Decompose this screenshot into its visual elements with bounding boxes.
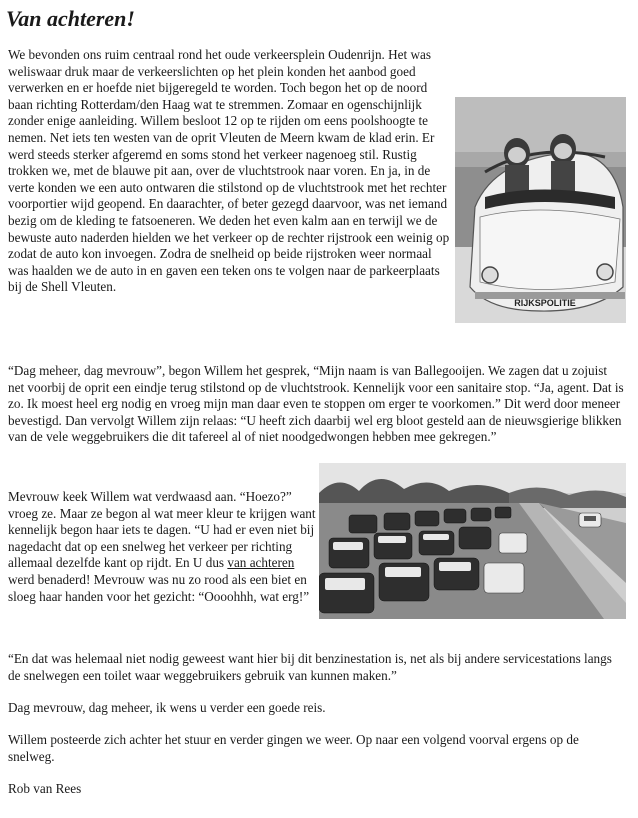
paragraph-dialogue-text: “Dag meheer, dag mevrouw”, begon Willem het gesprek, “Mijn naam is van Ballegooijen. We zagen dat u zojuist net voorbij de oprit een eindje terug stilstond op de vluchtstrook. Kennelijk voor een sanitaire stop. “Ja, agent. Dat is zo. Ik moest heel erg nodig en vroeg mijn man daar even te stoppen om erger te voorkomen.” Dit werd door meneer bevestigd. Dan vervolgt Willem zijn relaas: “U heeft zich daarbij wel erg bloot gesteld aan de nieuwsgierige blikken van de vele weggebruikers die dit tafereel al of niet noodgedwongen hebben mee gekregen.” (8, 363, 624, 445)
paragraph-intro (8, 47, 626, 373)
paragraph-intro-text: We bevonden ons ruim centraal rond het oude verkeersplein Oudenrijn. Het was weliswaar druk maar de verkeerslichten op het plein konden het aanbod goed verwerken en er hoefde niet bijgeregeld te worden. Toch begon het op de noord baan richting Rotterdam/den Haag wat te stremmen. Zomaar en ogenschijnlijk zonder enige aanleiding. Willem besloot 12 op te rijden om eens poolshoogte te nemen. Net iets ten westen van de oprit Vleuten de Meern kwam de klad erin. Er werd steeds sterker afgeremd en soms stond het verkeer nagenoeg stil. Rustig trokken we, met de blauwe pit aan, over de vluchtstrook naar voren. En ja, in de verte konden we een auto ontwaren die stilstond op de vluchtstrook met het rechter voorportier wijd geopend. En daarachter, of beter gezegd daarvoor, was net iemand bezig om de kleding te fatsoeneren. We deden het even kalm aan en terwijl we de bewuste auto naderden hielden we het verkeer op de rechter rijstrook een weinig op zodat de auto kon invoegen. Zodra de snelheid op beide rijstroken weer normaal was haalden we de auto in en gaven een teken ons te volgen naar de parkeerplaats bij de Shell Vleuten. (8, 47, 450, 295)
paragraph-farewell (8, 700, 626, 717)
paragraph-reaction-text-2: werd benaderd! Mevrouw was nu zo rood als een biet en sloeg haar handen voor het gezicht: “Oooohhh, wat erg!” (8, 571, 310, 604)
paragraph-closing-text: Willem posteerde zich achter het stuur en verder gingen we weer. Op naar een volgend voorval ergens op de snelweg. (8, 732, 579, 764)
paragraph-closing (8, 732, 626, 765)
paragraph-explanation (8, 651, 626, 684)
paragraph-reaction (8, 489, 626, 606)
photo-float-spacer (454, 97, 626, 373)
underlined-phrase: van achteren (227, 555, 295, 571)
article-title: Van achteren! (6, 6, 135, 31)
police-plate-text: RIJKSPOLITIE (514, 298, 576, 308)
paragraph-dialogue (8, 363, 626, 446)
photo-float-spacer-2 (316, 489, 626, 606)
paragraph-explanation-text: “En dat was helemaal niet nodig geweest want hier bij dit benzinestation is, net als bij andere servicestations langs de snelwegen een toilet waar weggebruikers gebruik van kunnen maken.” (8, 651, 612, 683)
author-signature: Rob van Rees (8, 781, 82, 796)
paragraph-reaction-text-1: Mevrouw keek Willem wat verdwaasd aan. “Hoezo?” vroeg ze. Maar ze begon al wat meer kleur te krijgen want kennelijk begon haar iets te dagen. “U had er even niet bij nagedacht dat op een snelweg het verkeer per richting allemaal dezelfde kant op rijdt. En U dus (8, 489, 316, 571)
paragraph-farewell-text: Dag mevrouw, dag meheer, ik wens u verder een goede reis. (8, 700, 326, 715)
